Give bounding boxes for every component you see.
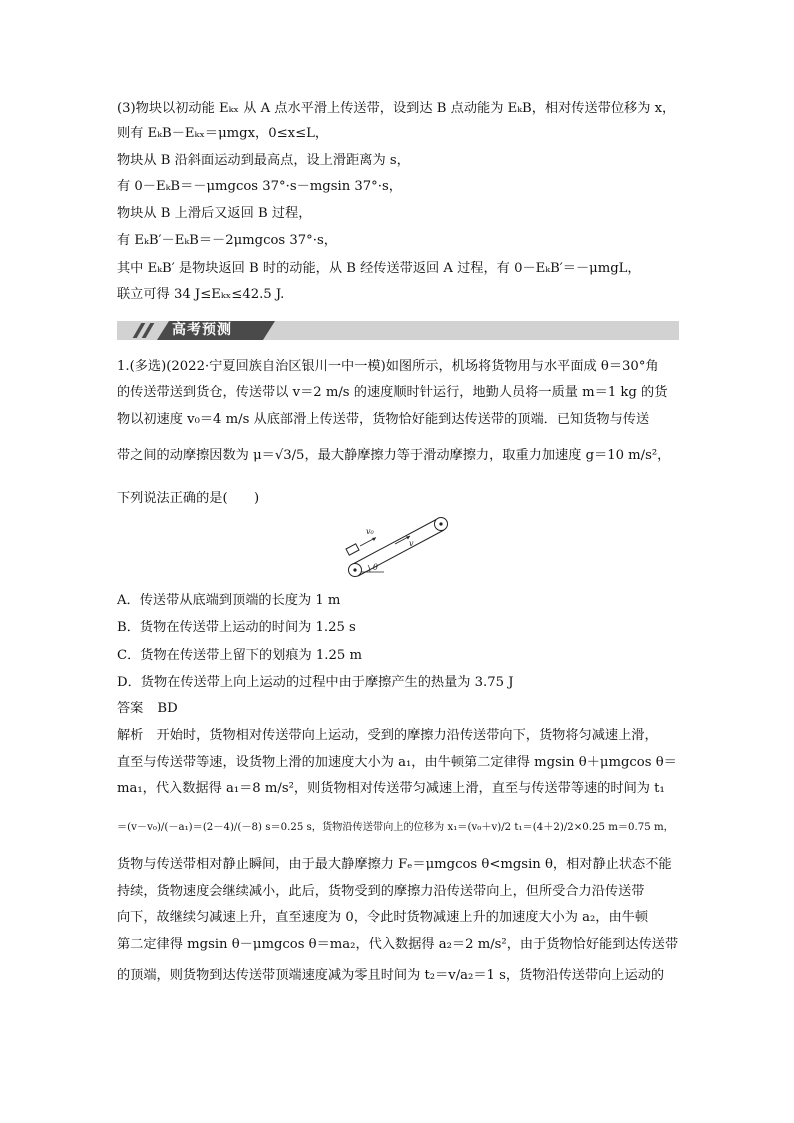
solution-line: 则有 EₖB－Eₖₓ＝μmgx，0≤x≤L， — [117, 126, 329, 141]
question-line: 下列说法正确的是( ) — [117, 491, 260, 506]
solution-line: (3)物块以初动能 Eₖₓ 从 A 点水平滑上传送带，设到达 B 点动能为 EₖB，相对传送带位移为 x， — [117, 101, 676, 116]
cargo-block — [346, 544, 359, 555]
option-a: A．传送带从底端到顶端的长度为 1 m — [117, 593, 341, 608]
question-line: 1.(多选)(2022·宁夏回族自治区银川一中一模)如图所示，机场将货物用与水平面成 θ＝30°角 — [117, 359, 659, 374]
solution-line: 联立可得 34 J≤Eₖₓ≤42.5 J. — [117, 287, 285, 302]
top-pulley-axle — [439, 522, 442, 525]
option-b: B．货物在传送带上运动的时间为 1.25 s — [117, 620, 356, 635]
answer-label: 答案 — [117, 701, 144, 716]
answer-row — [117, 701, 683, 717]
v0-label: v₀ — [366, 527, 374, 536]
question-line: 的传送带送到货仓，传送带以 v＝2 m/s 的速度顺时针运行，地勤人员将一质量 m＝1 kg 的货 — [117, 385, 668, 400]
analysis-line: 持续，货物速度会继续减小，此后，货物受到的摩擦力沿传送带向上，但所受合力沿传送带 — [117, 884, 645, 899]
section-title: 高考预测 — [172, 322, 232, 338]
analysis-line: 的顶端，则货物到达传送带顶端速度减为零且时间为 t₂＝v/a₂＝1 s，货物沿传送带向上运动的 — [117, 968, 665, 983]
analysis-line: ma₁，代入数据得 a₁＝8 m/s²，则货物相对传送带匀减速上滑，直至与传送带等速的时间为 t₁ — [117, 781, 665, 796]
question-line: 物以初速度 v₀＝4 m/s 从底部滑上传送带，货物恰好能到达传送带的顶端．已知货物与传送 — [117, 412, 650, 427]
solution-line: 其中 EₖB′ 是物块返回 B 时的动能，从 B 经传送带返回 A 过程，有 0－EₖB′＝－μmgL， — [117, 261, 641, 276]
belt-bottom-edge — [358, 530, 444, 576]
section-header — [117, 321, 679, 340]
solution-line: 有 EₖB′－EₖB＝－2μmgcos 37°·s， — [117, 233, 337, 248]
bottom-pulley-axle — [353, 568, 356, 571]
analysis-line: 解析 开始时，货物相对传送带向上运动，受到的摩擦力沿传送带向下，货物将匀减速上滑， — [117, 728, 658, 743]
belt-top-edge — [353, 518, 439, 564]
analysis-line: 直至与传送带等速，设货物上滑的加速度大小为 a₁，由牛顿第二定律得 mgsin θ＋μmgcos θ＝ — [117, 755, 677, 770]
option-d: D．货物在传送带上向上运动的过程中由于摩擦产生的热量为 3.75 J — [117, 675, 514, 690]
question-line: 带之间的动摩擦因数为 μ＝√3/5，最大静摩擦力等于滑动摩擦力，取重力加速度 g＝10 m/s²， — [117, 448, 671, 463]
analysis-line: 向下，故继续匀减速上升，直至速度为 0，令此时货物减速上升的加速度大小为 a₂，由牛顿 — [117, 910, 649, 925]
analysis-line: 货物与传送带相对静止瞬间，由于最大静摩擦力 Fₑ＝μmgcos θ<mgsin θ，相对静止状态不能 — [117, 857, 672, 872]
option-c: C．货物在传送带上留下的划痕为 1.25 m — [117, 648, 362, 663]
solution-line: 物块从 B 沿斜面运动到最高点，设上滑距离为 s， — [117, 153, 410, 168]
answer-value: BD — [157, 701, 178, 716]
analysis-line: ＝(v－v₀)/(－a₁)＝(2－4)/(－8) s＝0.25 s，货物沿传送带向上的位移为 x₁＝(v₀＋v)/2 t₁＝(4＋2)/2×0.25 m＝0.75 m， — [117, 822, 674, 833]
v-label: v — [409, 539, 414, 548]
solution-line: 有 0－EₖB＝－μmgcos 37°·s－mgsin 37°·s， — [117, 179, 402, 194]
theta-label: θ — [373, 563, 378, 572]
conveyor-belt-figure — [340, 513, 452, 583]
analysis-line: 第二定律得 mgsin θ－μmgcos θ＝ma₂，代入数据得 a₂＝2 m/s²，由于货物恰好能到达传送带 — [117, 937, 679, 952]
solution-line: 物块从 B 上滑后又返回 B 过程， — [117, 206, 312, 221]
